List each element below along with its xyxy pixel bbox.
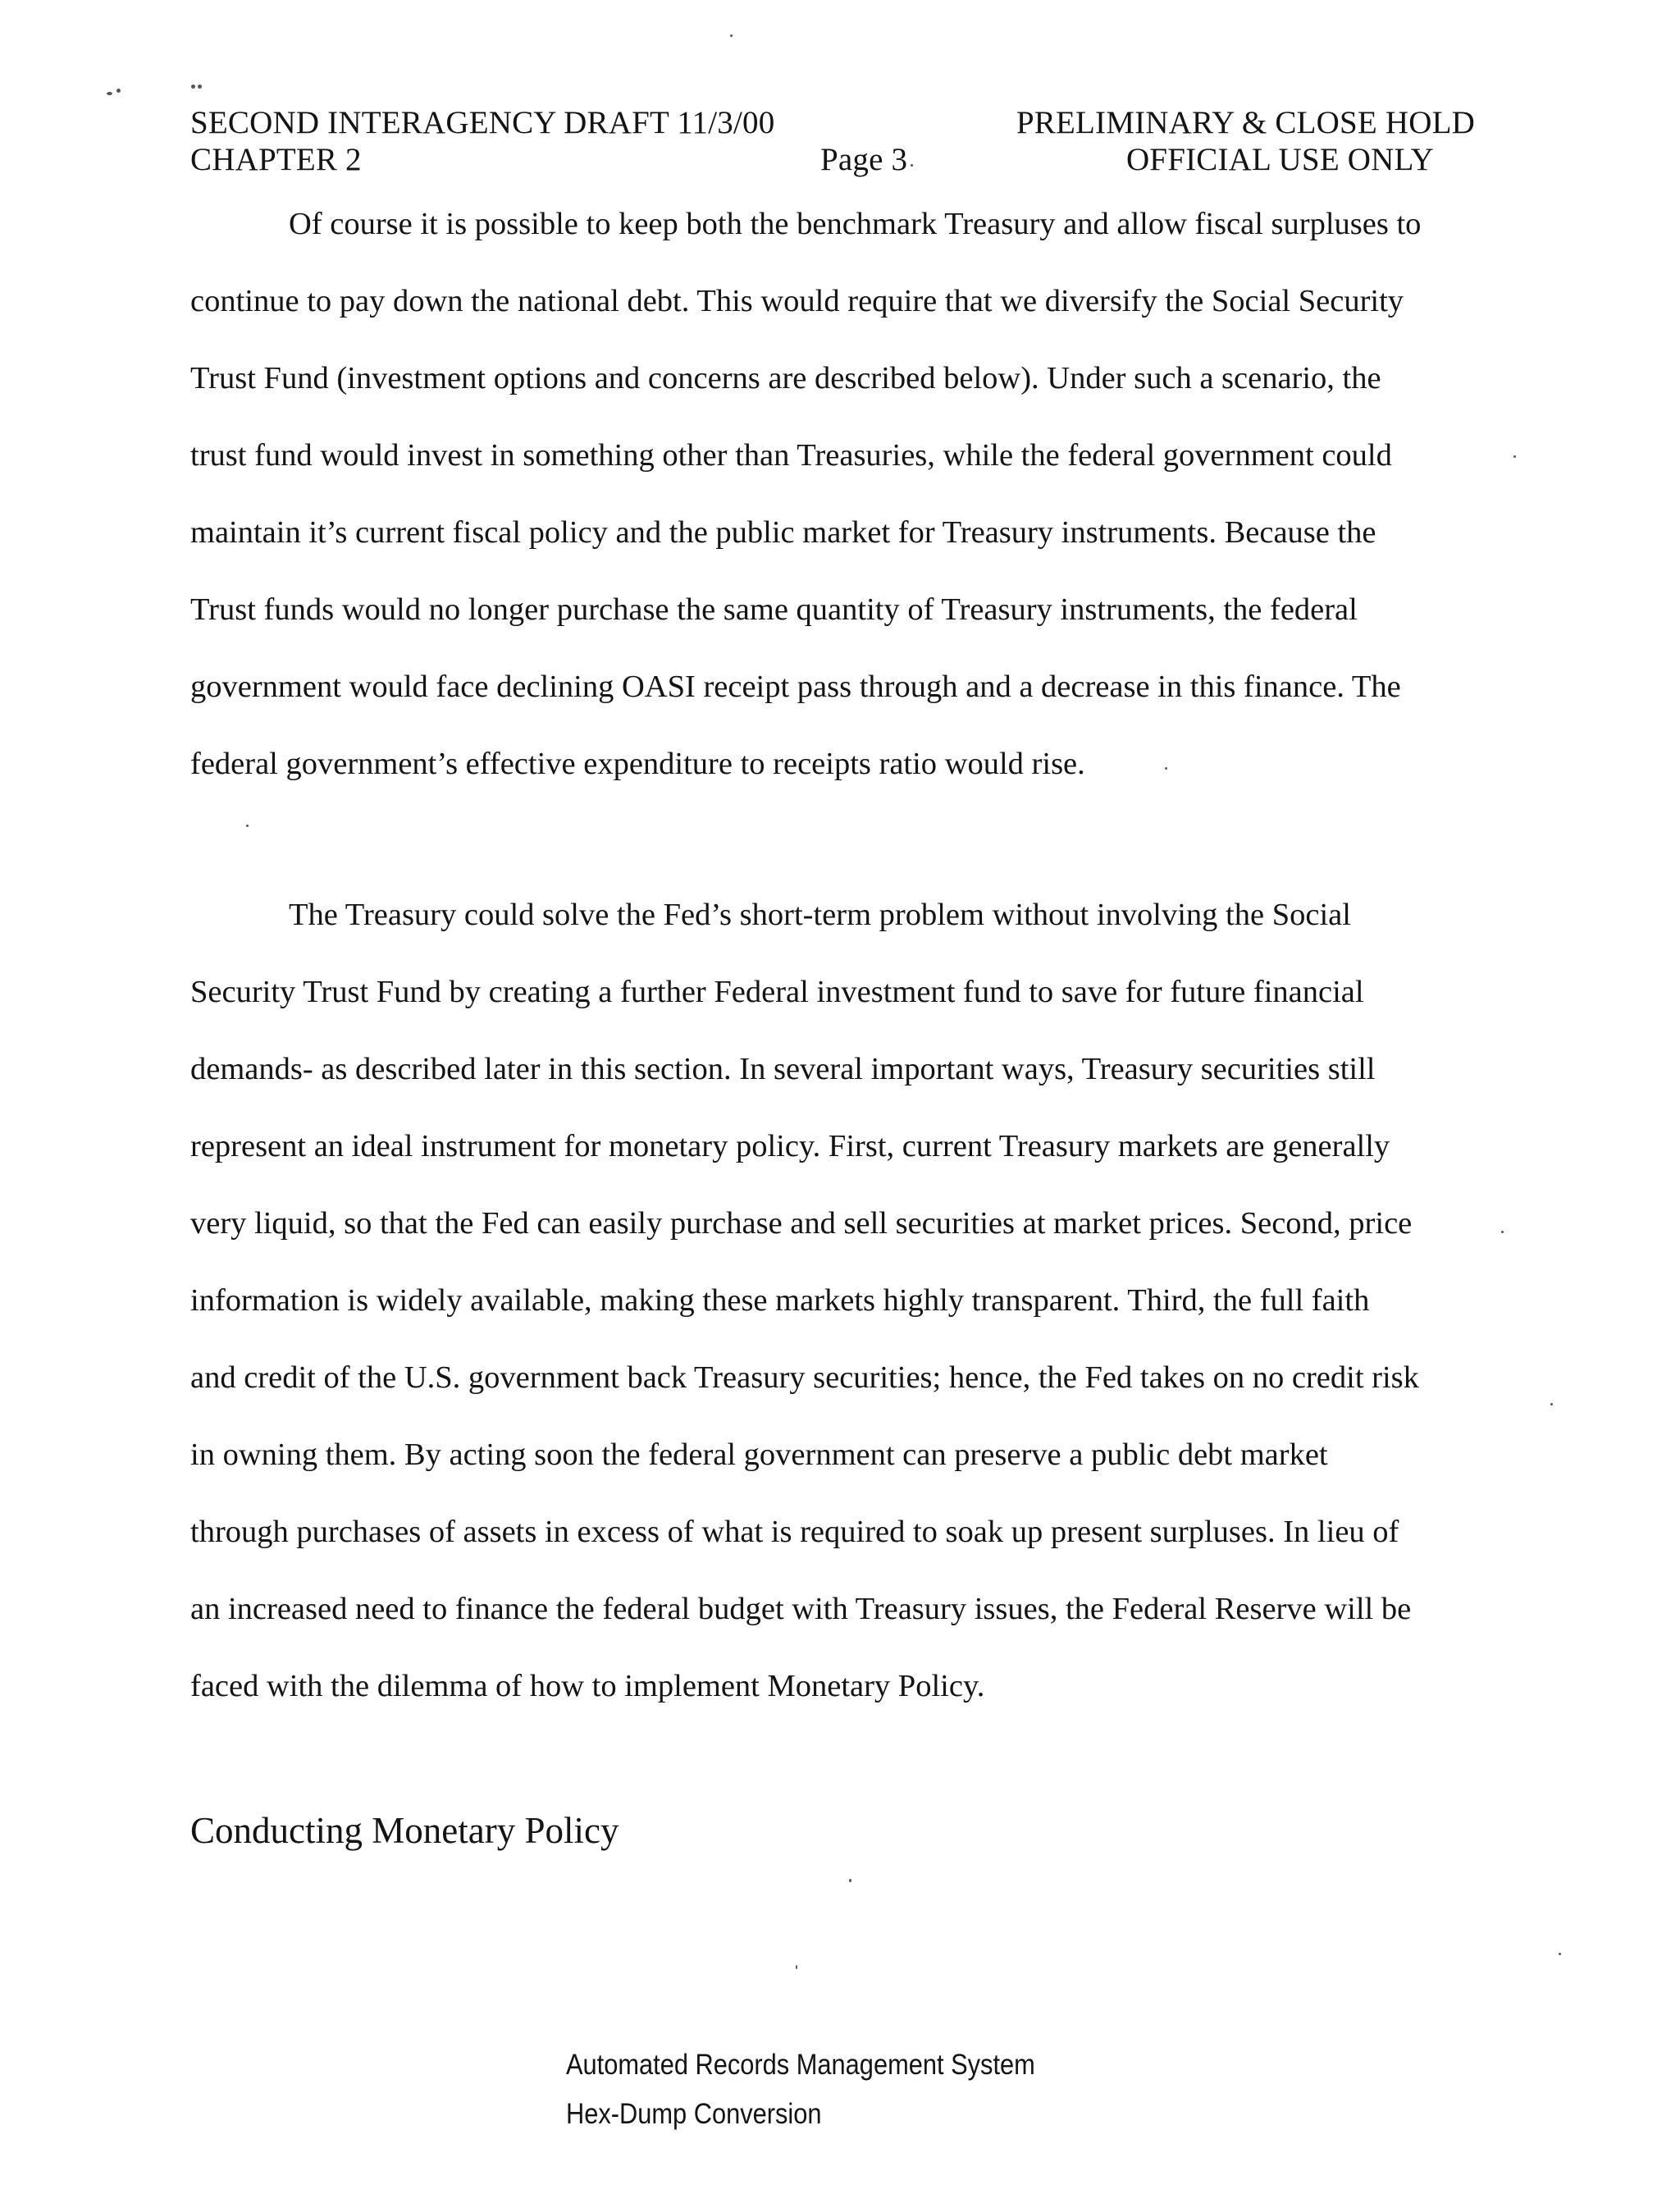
paragraph-line: an increased need to finance the federal budget with Treasury issues, the Federal Reserve will be xyxy=(190,1592,1412,1626)
header-chapter: CHAPTER 2 xyxy=(190,142,362,177)
scan-speck xyxy=(911,164,913,167)
scan-speck xyxy=(1165,767,1167,770)
header-draft-title: SECOND INTERAGENCY DRAFT 11/3/00 xyxy=(190,105,775,140)
scan-speck xyxy=(246,825,249,827)
header-classification: PRELIMINARY & CLOSE HOLD xyxy=(1016,105,1475,140)
paragraph-line: federal government’s effective expenditure to receipts ratio would rise. xyxy=(190,747,1085,781)
paragraph-line: maintain it’s current fiscal policy and the public market for Treasury instruments. Because the xyxy=(190,515,1376,550)
paragraph-line: information is widely available, making these markets highly transparent. Third, the full faith xyxy=(190,1283,1370,1318)
paragraph-line: Of course it is possible to keep both the benchmark Treasury and allow fiscal surpluses to xyxy=(289,207,1422,241)
section-heading: Conducting Monetary Policy xyxy=(190,1810,619,1851)
records-stamp-line-1: Automated Records Management System xyxy=(566,2049,1035,2081)
header-official-use: OFFICIAL USE ONLY xyxy=(1125,142,1434,177)
scan-speck xyxy=(730,34,733,37)
paragraph-line: and credit of the U.S. government back Treasury securities; hence, the Fed takes on no credit risk xyxy=(190,1360,1419,1395)
paragraph-line: very liquid, so that the Fed can easily purchase and sell securities at market prices. Second, price xyxy=(190,1206,1413,1241)
scan-speck xyxy=(849,1879,851,1882)
paragraph-line: faced with the dilemma of how to implement Monetary Policy. xyxy=(190,1669,985,1703)
scan-speck xyxy=(191,85,195,89)
paragraph-line: in owning them. By acting soon the federal government can preserve a public debt market xyxy=(190,1437,1328,1472)
records-stamp-line-2: Hex-Dump Conversion xyxy=(566,2098,822,2130)
paragraph-line: represent an ideal instrument for monetary policy. First, current Treasury markets are generally xyxy=(190,1129,1390,1163)
scan-speck xyxy=(1513,455,1516,458)
paragraph-line: trust fund would invest in something other than Treasuries, while the federal government could xyxy=(190,438,1392,473)
scan-speck xyxy=(1550,1403,1553,1405)
scan-speck xyxy=(796,1965,797,1969)
scan-speck xyxy=(116,89,121,93)
scan-speck xyxy=(107,92,112,95)
paragraph-line: Trust Fund (investment options and concerns are described below). Under such a scenario, the xyxy=(190,361,1381,395)
paragraph-line: Security Trust Fund by creating a further Federal investment fund to save for future financial xyxy=(190,975,1364,1009)
paragraph-line: continue to pay down the national debt. This would require that we diversify the Social Security xyxy=(190,284,1404,318)
paragraph-line: Trust funds would no longer purchase the same quantity of Treasury instruments, the federal xyxy=(190,592,1358,627)
scan-speck xyxy=(1559,1953,1561,1955)
paragraph-line: government would face declining OASI receipt pass through and a decrease in this finance. The xyxy=(190,670,1401,704)
paragraph-line: The Treasury could solve the Fed’s short-term problem without involving the Social xyxy=(289,898,1351,932)
body-paragraph-2 xyxy=(190,876,1478,1725)
scan-speck xyxy=(198,85,202,89)
header-page-number: Page 3 xyxy=(820,142,908,177)
body-paragraph-1 xyxy=(190,185,1478,802)
scan-speck xyxy=(1501,1231,1504,1233)
paragraph-line: demands- as described later in this section. In several important ways, Treasury securities still xyxy=(190,1052,1376,1086)
paragraph-line: through purchases of assets in excess of what is required to soak up present surpluses. In lieu of xyxy=(190,1515,1399,1549)
